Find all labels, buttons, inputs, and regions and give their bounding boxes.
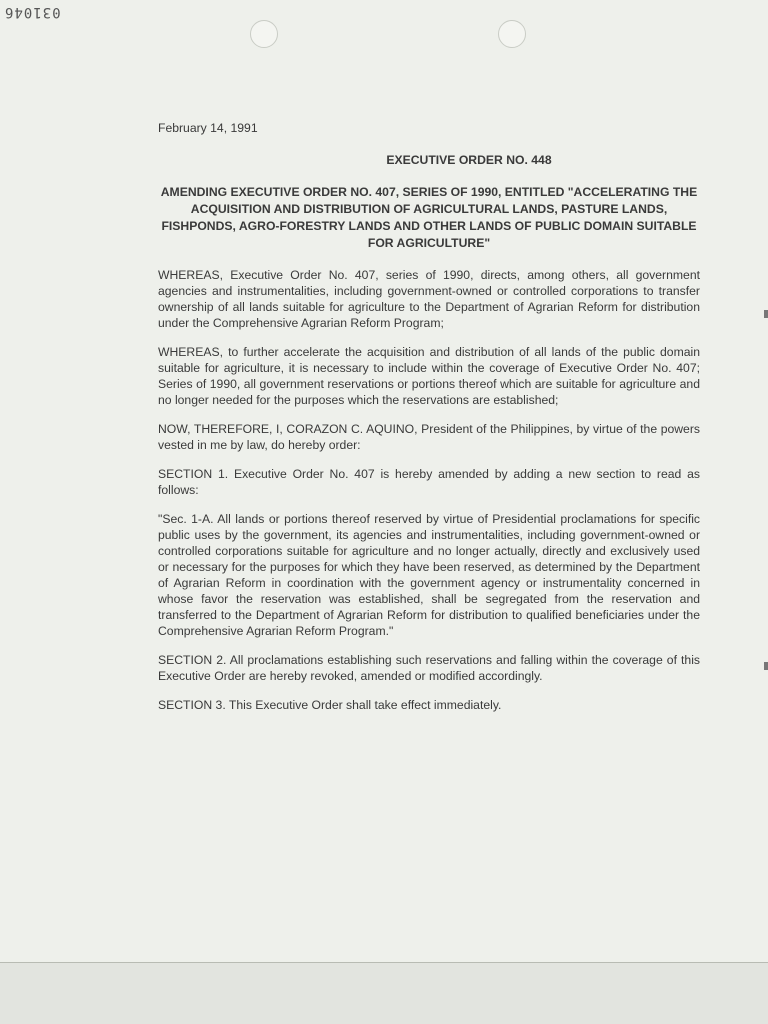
margin-mark-top [764, 310, 768, 318]
now-therefore-paragraph: NOW, THEREFORE, I, CORAZON C. AQUINO, President of the Philippines, by virtue of the powers vested in me by law, do hereby order: [158, 422, 700, 452]
section-1-paragraph: SECTION 1. Executive Order No. 407 is hereby amended by adding a new section to read as follows: [158, 467, 700, 497]
whereas-paragraph-2: WHEREAS, to further accelerate the acquisition and distribution of all lands of the public domain suitable for agriculture, it is necessary to include within the coverage of Executive Order No. 407; Series of 1990, all government reservations or portions thereof which are suitable for agriculture and no longer needed for the purposes which the reservations are established; [158, 345, 700, 407]
punch-hole-right [498, 20, 526, 48]
section-2-paragraph: SECTION 2. All proclamations establishing such reservations and falling within the coverage of this Executive Order are hereby revoked, amended or modified accordingly. [158, 653, 700, 683]
document-date: February 14, 1991 [158, 121, 258, 135]
order-heading: AMENDING EXECUTIVE ORDER NO. 407, SERIES OF 1990, ENTITLED "ACCELERATING THE ACQUISITION AND DISTRIBUTION OF AGRICULTURAL LANDS, PASTURE LANDS, FISHPONDS, AGRO-FORESTRY LANDS AND OTHER LANDS OF PUBLIC DOMAIN SUITABLE FOR AGRICULTURE" [160, 185, 698, 250]
document-body [158, 120, 700, 726]
page-bottom-strip [0, 963, 768, 1024]
punch-hole-left [250, 20, 278, 48]
section-3-paragraph: SECTION 3. This Executive Order shall take effect immediately. [158, 698, 502, 712]
file-stamp: 031046 [4, 4, 61, 20]
order-title: EXECUTIVE ORDER NO. 448 [386, 153, 552, 167]
section-1a-paragraph: "Sec. 1-A. All lands or portions thereof reserved by virtue of Presidential proclamations for specific public uses by the government, its agencies and instrumentalities, including government-owned or controlled corporations suitable for agriculture and no longer actually, directly and exclusively used or necessary for the purposes for which they have been reserved, as determined by the Department of Agrarian Reform in coordination with the government agency or instrumentality concerned in whose favor the reservation was established, shall be segregated from the reservation and transferred to the Department of Agrarian Reform for distribution to qualified beneficiaries under the Comprehensive Agrarian Reform Program." [158, 512, 700, 638]
margin-mark-bottom [764, 662, 768, 670]
whereas-paragraph-1: WHEREAS, Executive Order No. 407, series of 1990, directs, among others, all government agencies and instrumentalities, including government-owned or controlled corporations to transfer ownership of all lands suitable for agriculture to the Department of Agrarian Reform for distribution under the Comprehensive Agrarian Reform Program; [158, 268, 700, 330]
